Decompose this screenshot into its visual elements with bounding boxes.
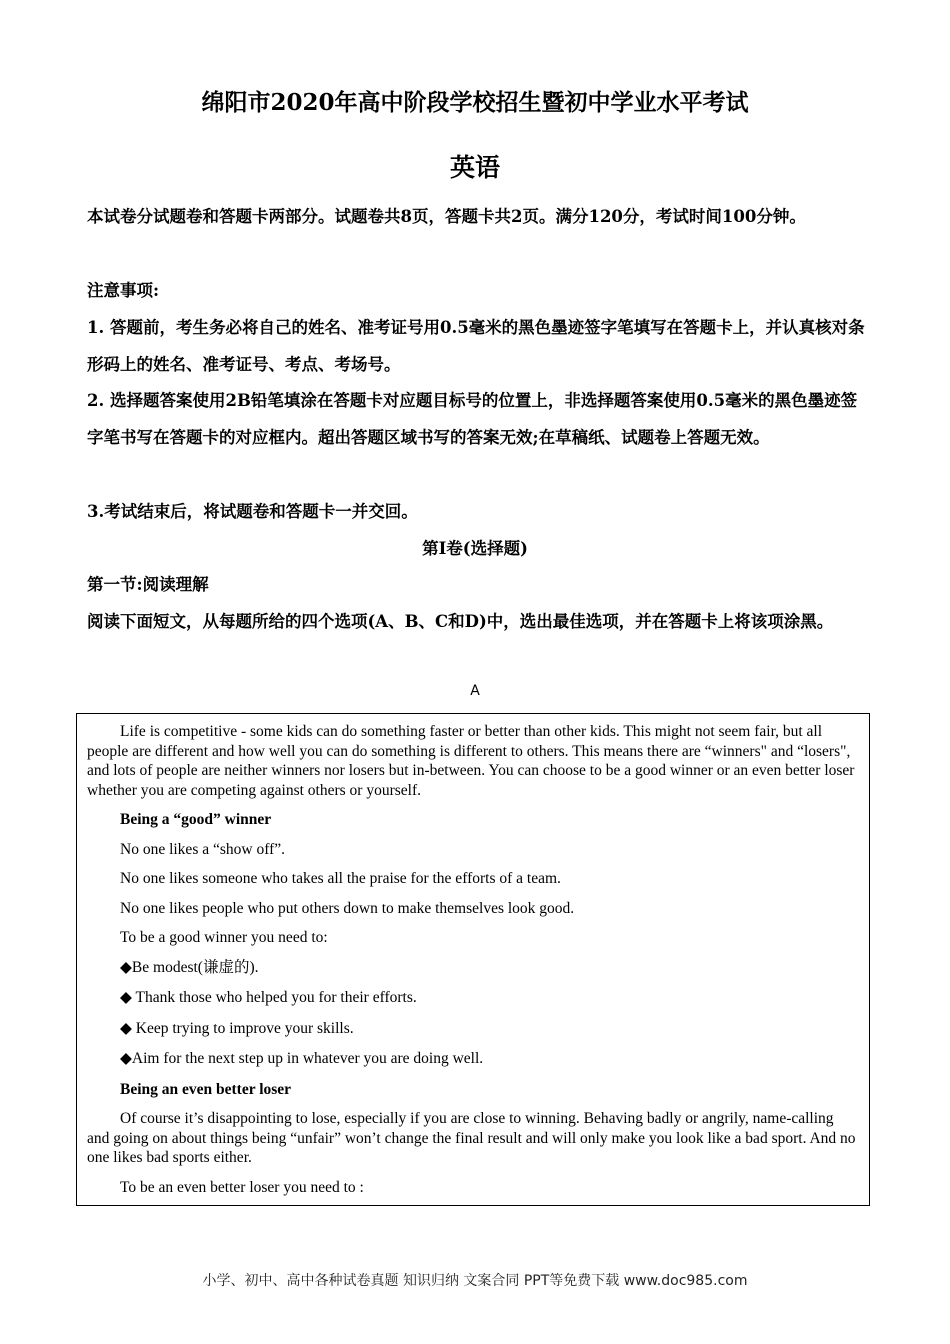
passage-paragraph-2: Of course it’s disappointing to lose, especially if you are close to winning. Behaving badly or angrily, name-calling and going on about things being “unfair” won’t change the final result and will only make you look like a bad sport. And no one likes bad sports either.	[87, 1110, 856, 1166]
passage-line: No one likes people who put others down to make themselves look good.	[120, 899, 575, 917]
reading-instruction: 阅读下面短文，从每题所给的四个选项(A、B、C和D)中，选出最佳选项，并在答题卡上将该项涂黑。	[87, 612, 834, 631]
bullet-item: ◆Be modest(谦虚的).	[120, 958, 259, 976]
passage-box	[76, 713, 870, 1206]
bullet-item: ◆ Thank those who helped you for their efforts.	[120, 989, 417, 1006]
passage-line: No one likes someone who takes all the praise for the efforts of a team.	[120, 870, 561, 887]
volume-title: 第I卷(选择题)	[422, 539, 528, 558]
bullet-item: ◆Aim for the next step up in whatever you are doing well.	[120, 1050, 484, 1067]
exam-title: 绵阳市2020年高中阶段学校招生暨初中学业水平考试	[201, 89, 749, 116]
page-footer: 小学、初中、高中各种试卷真题 知识归纳 文案合同 PPT等免费下载 www.doc985.com	[202, 1273, 748, 1289]
notice-item-1: 1. 答题前，考生务必将自己的姓名、准考证号用0.5毫米的黑色墨迹签字笔填写在答题卡上，并认真核对条形码上的姓名、准考证号、考点、考场号。	[87, 318, 865, 374]
passage-paragraph-1: Life is competitive - some kids can do something faster or better than other kids. This might not seem fair, but all people are different and how well you can do something is different to others. This means there are “winners" and “losers", and lots of people are neither winners nor losers but in-between. You can choose to be a good winner or an even better loser whether you are competing against others or yourself.	[87, 723, 855, 799]
exam-intro: 本试卷分试题卷和答题卡两部分。试题卷共8页，答题卡共2页。满分120分，考试时间100分钟。	[87, 207, 806, 226]
notice-item-3: 3.考试结束后，将试题卷和答题卡一并交回。	[87, 502, 418, 521]
subject-title: 英语	[449, 153, 500, 182]
passage-label: A	[470, 683, 480, 699]
notice-heading: 注意事项:	[87, 281, 160, 300]
notice-item-2: 2. 选择题答案使用2B铅笔填涂在答题卡对应题目标号的位置上，非选择题答案使用0.5毫米的黑色墨迹签字笔书写在答题卡的对应框内。超出答题区域书写的答案无效;在草稿纸、试题卷上答题无效。	[87, 391, 858, 447]
heading-good-winner: Being a “good” winner	[120, 811, 272, 828]
passage-line: To be a good winner you need to:	[120, 929, 328, 946]
bullet-item: ◆ Keep trying to improve your skills.	[120, 1019, 354, 1037]
section-title: 第一节:阅读理解	[87, 575, 209, 594]
passage-line: No one likes a “show off”.	[120, 840, 286, 858]
passage-line: To be an even better loser you need to :	[120, 1178, 364, 1196]
heading-better-loser: Being an even better loser	[120, 1080, 292, 1098]
